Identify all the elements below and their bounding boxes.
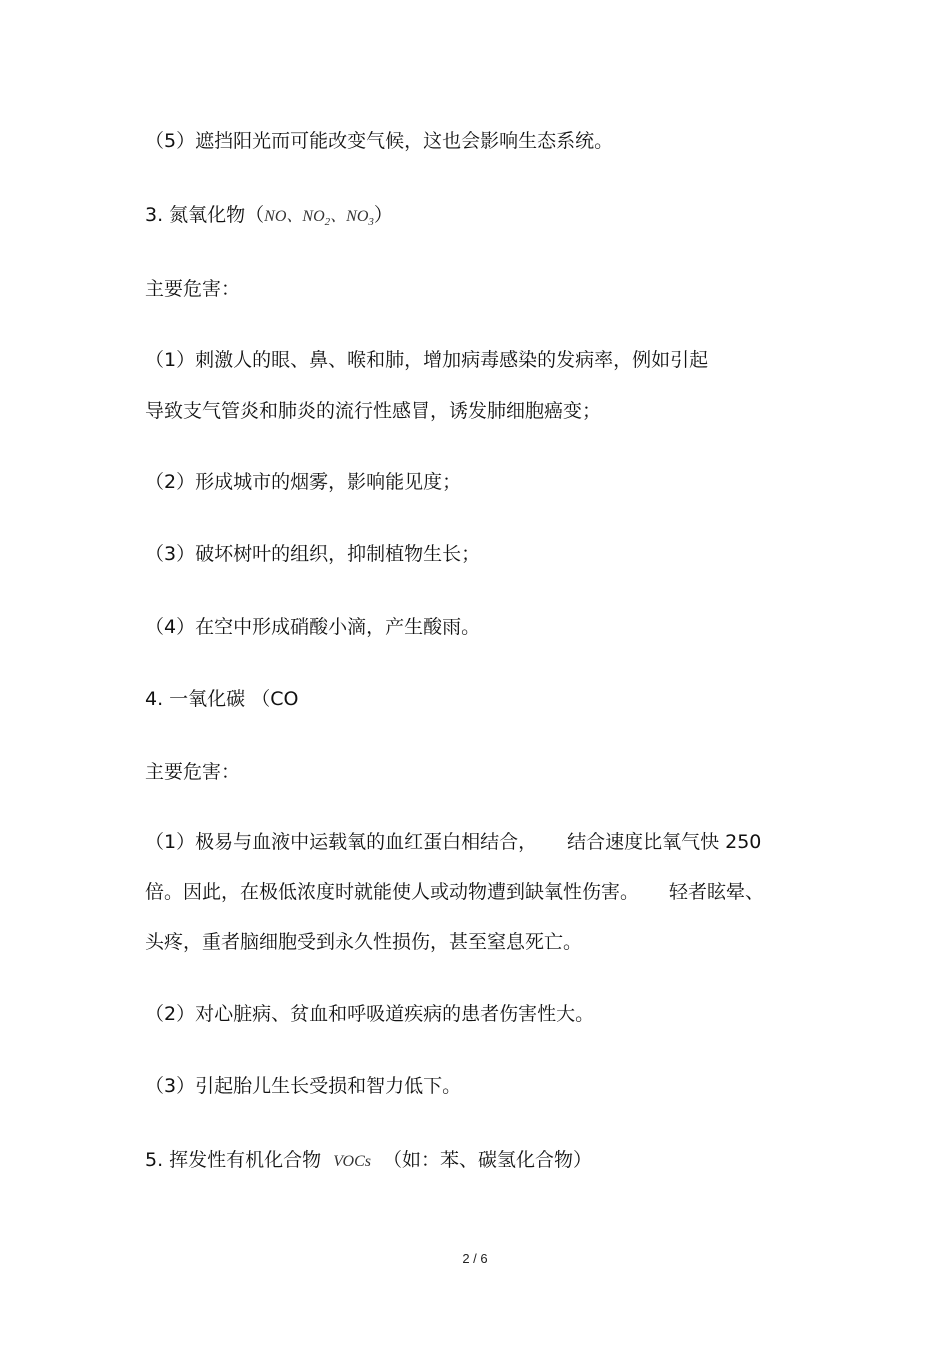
paragraph-line: （3）破坏树叶的组织，抑制植物生长； [145, 543, 481, 565]
chemical-formula: VOCs [333, 1153, 371, 1170]
text-segment: （1）极易与血液中运载氧的血红蛋白相结合， [145, 831, 538, 853]
paragraph-line [145, 829, 761, 855]
paragraph-line: 头疼，重者脑细胞受到永久性损伤，甚至窒息死亡。 [145, 931, 583, 953]
subheading-main-hazards: 主要危害： [145, 278, 241, 300]
text-segment: 倍。因此，在极低浓度时就能使人或动物遭到缺氧性伤害。 [145, 881, 640, 903]
paragraph-line: （3）引起胎儿生长受损和智力低下。 [145, 1075, 462, 1097]
heading-text: （如：苯、碳氢化合物） [383, 1149, 593, 1171]
section-heading-vocs [145, 1147, 592, 1175]
heading-text: 3. 氮氧化物（ [145, 204, 265, 226]
paragraph-line [145, 879, 764, 905]
section-heading-nitrogen-oxides [145, 202, 393, 235]
chemical-formula: NO、$NO_2$、$NO_3$ [264, 208, 374, 229]
paragraph-line: （5）遮挡阳光而可能改变气候，这也会影响生态系统。 [145, 130, 614, 152]
section-heading-carbon-monoxide: 4. 一氧化碳 （CO [145, 688, 299, 710]
text-segment: 结合速度比氧气快 250 [567, 831, 762, 853]
heading-text: ） [373, 204, 393, 226]
page-number: 2 / 6 [462, 1251, 488, 1266]
paragraph-line: （1）刺激人的眼、鼻、喉和肺，增加病毒感染的发病率，例如引起 [145, 349, 709, 371]
text-segment: 轻者眩晕、 [669, 881, 765, 903]
paragraph-line: （2）形成城市的烟雾，影响能见度； [145, 471, 462, 493]
subheading-main-hazards: 主要危害： [145, 761, 241, 783]
paragraph-line: 导致支气管炎和肺炎的流行性感冒，诱发肺细胞癌变； [145, 400, 602, 422]
paragraph-line: （4）在空中形成硝酸小滴，产生酸雨。 [145, 616, 481, 638]
paragraph-line: （2）对心脏病、贫血和呼吸道疾病的患者伤害性大。 [145, 1003, 595, 1025]
heading-text: 5. 挥发性有机化合物 [145, 1149, 322, 1171]
